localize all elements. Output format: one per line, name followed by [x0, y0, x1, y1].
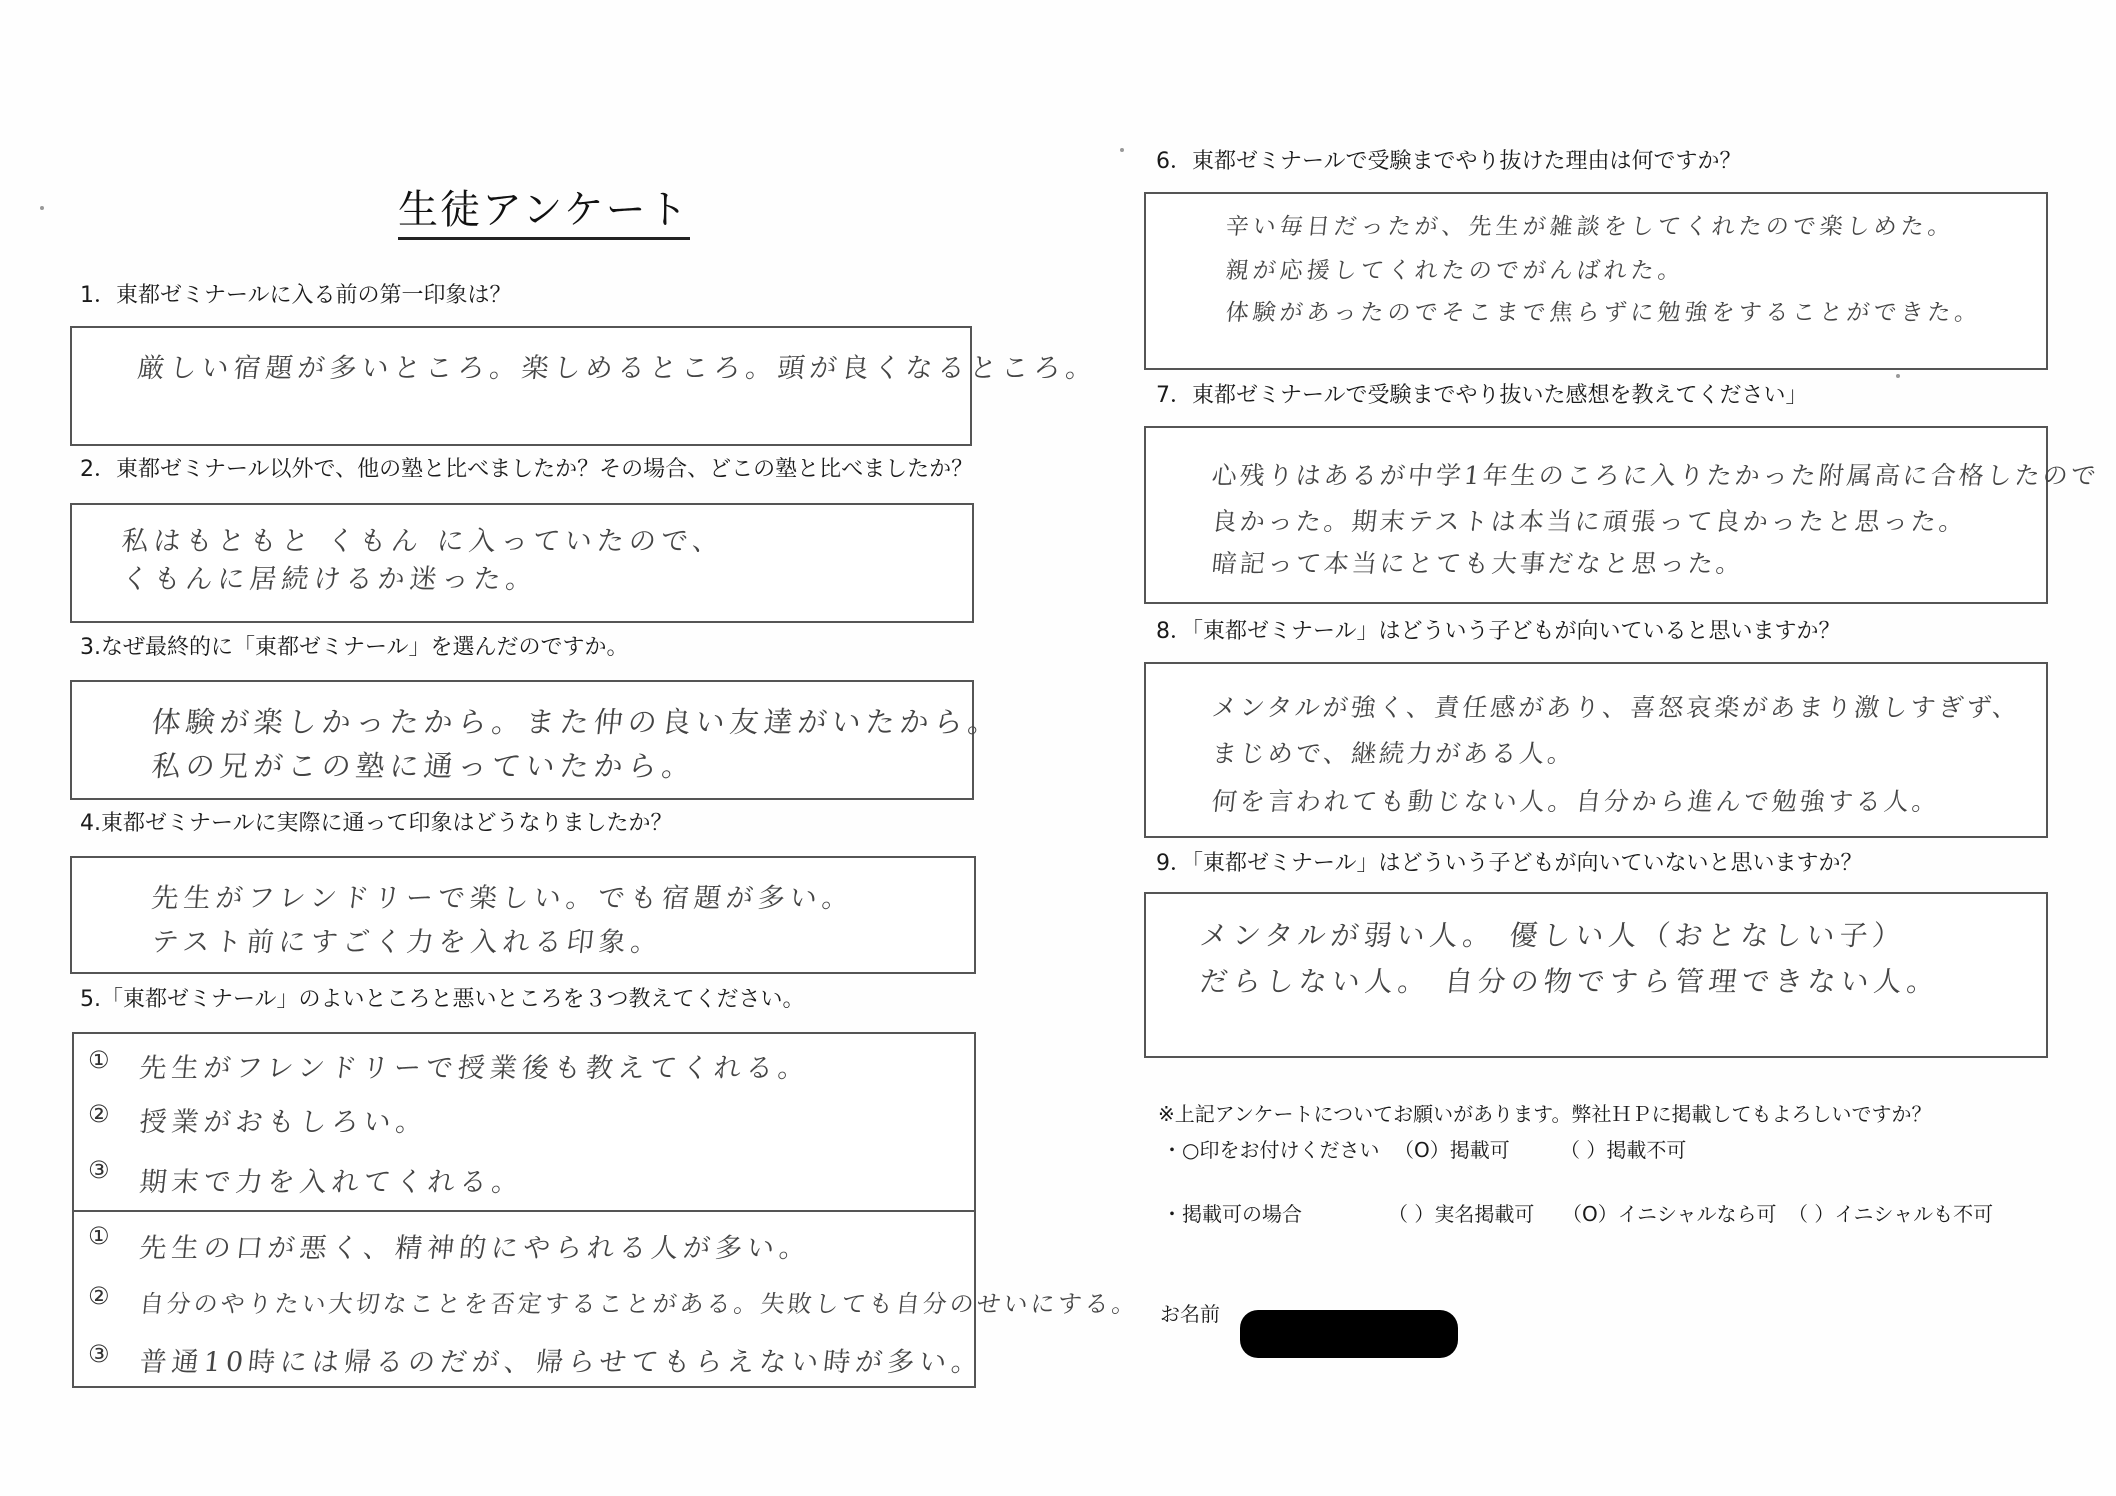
good-marker-3: ③: [88, 1156, 110, 1184]
publish-request: ※上記アンケートについてお願いがあります。弊社ＨＰに掲載してもよろしいですか？: [1158, 1102, 1932, 1126]
answer-6-line-2: 親が応援してくれたのでがんばれた。: [1224, 258, 1687, 284]
question-5-label: 5.「東都ゼミナール」のよいところと悪いところを３つ教えてください。: [80, 987, 805, 1012]
question-1-label: 1．東都ゼミナールに入る前の第一印象は？: [80, 283, 512, 308]
answer-3-line-1: 体験が楽しかったから。また仲の良い友達がいたから。: [150, 705, 1004, 739]
good-marker-1: ①: [88, 1046, 110, 1074]
name-label: お名前: [1160, 1302, 1220, 1326]
question-9-label: 9．「東都ゼミナール」はどういう子どもが向いていないと思いますか？: [1156, 851, 1863, 876]
answer-7-line-2: 良かった。期末テストは本当に頑張って良かったと思った。: [1210, 507, 1969, 536]
stray-mark: [1896, 374, 1900, 378]
bad-marker-2: ②: [88, 1282, 110, 1310]
question-3-label: 3.なぜ最終的に「東都ゼミナール」を選んだのですか。: [80, 635, 629, 660]
answer-box-5: [72, 1032, 1141, 1388]
answer-8-line-3: 何を言われても動じない人。自分から進んで勉強する人。: [1210, 787, 1942, 816]
bad-marker-3: ③: [88, 1340, 110, 1368]
stray-mark: [40, 206, 44, 210]
stray-mark: [1120, 148, 1124, 152]
answer-7-line-1: 心残りはあるが中学1年生のころに入りたかった附属高に合格したので: [1210, 461, 2101, 490]
answer-2-line-1: 私はもともと くもん に入っていたので、: [120, 526, 726, 557]
answer-box-9: [1144, 892, 2048, 1058]
answer-1-line-1: 厳しい宿題が多いところ。楽しめるところ。頭が良くなるところ。: [136, 353, 1100, 384]
answer-4-line-2: テスト前にすごく力を入れる印象。: [150, 927, 665, 958]
question-7-label: 7．東都ゼミナールで受験までやり抜いた感想を教えてください」: [1156, 383, 1808, 408]
circle-prompt: ・○印をお付けください: [1162, 1138, 1380, 1162]
option-realname[interactable]: （ ）実名掲載可: [1388, 1202, 1535, 1226]
good-point-1: 先生がフレンドリーで授業後も教えてくれる。: [138, 1053, 812, 1084]
answer-6-line-1: 辛い毎日だったが、先生が雑談をしてくれたので楽しめた。: [1224, 214, 1957, 240]
answer-6-line-3: 体験があったのでそこまで焦らずに勉強をすることができた。: [1224, 300, 1983, 326]
redacted-name: [1240, 1310, 1458, 1358]
answer-box-1: [70, 326, 1100, 446]
case-prompt: ・掲載可の場合: [1162, 1202, 1302, 1226]
question-8-label: 8．「東都ゼミナール」はどういう子どもが向いていると思いますか？: [1156, 619, 1841, 644]
answer-2-line-2: くもんに居続けるか迷った。: [120, 564, 540, 595]
good-bad-divider: [74, 1210, 974, 1212]
page-title: 生徒アンケート: [398, 178, 690, 240]
answer-9-line-2: だらしない人。 自分の物ですら管理できない人。: [1198, 965, 1942, 998]
good-point-2: 授業がおもしろい。: [138, 1107, 430, 1138]
option-publish-ng[interactable]: （ ）掲載不可: [1560, 1138, 1687, 1162]
question-2-label: 2．東都ゼミナール以外で、他の塾と比べましたか？その場合、どこの塾と比べましたか？: [80, 457, 974, 482]
good-marker-2: ②: [88, 1100, 110, 1128]
answer-8-line-2: まじめで、継続力がある人。: [1210, 739, 1577, 768]
option-initial-ng[interactable]: （ ）イニシャルも不可: [1788, 1202, 1994, 1226]
answer-8-line-1: メンタルが強く、責任感があり、喜怒哀楽があまり激しすぎず、: [1210, 693, 2022, 722]
answer-4-line-1: 先生がフレンドリーで楽しい。でも宿題が多い。: [150, 883, 856, 914]
question-4-label: 4.東都ゼミナールに実際に通って印象はどうなりましたか？: [80, 811, 673, 836]
bad-point-1: 先生の口が悪く、精神的にやられる人が多い。: [138, 1233, 813, 1264]
bad-marker-1: ①: [88, 1222, 110, 1250]
answer-box-8: [1144, 662, 2048, 838]
answer-box-2: [70, 503, 974, 623]
option-initial-ok[interactable]: （O）イニシャルなら可: [1562, 1202, 1777, 1226]
answer-9-line-1: メンタルが弱い人。 優しい人（おとなしい子）: [1198, 919, 1908, 952]
option-publish-ok[interactable]: （O）掲載可: [1394, 1138, 1510, 1162]
answer-7-line-3: 暗記って本当にとても大事だなと思った。: [1210, 549, 1746, 578]
answer-box-7: [1144, 426, 2101, 604]
answer-box-4: [70, 856, 976, 974]
question-6-label: 6．東都ゼミナールで受験までやり抜けた理由は何ですか？: [1156, 149, 1742, 174]
good-point-3: 期末で力を入れてくれる。: [138, 1167, 526, 1198]
bad-point-2: 自分のやりたい大切なことを否定することがある。失敗しても自分のせいにする。: [138, 1290, 1141, 1318]
answer-box-6: [1144, 192, 2048, 370]
answer-box-3: [70, 680, 1004, 800]
answer-3-line-2: 私の兄がこの塾に通っていたから。: [150, 749, 698, 783]
bad-point-3: 普通10時には帰るのだが、帰らせてもらえない時が多い。: [138, 1347, 985, 1378]
